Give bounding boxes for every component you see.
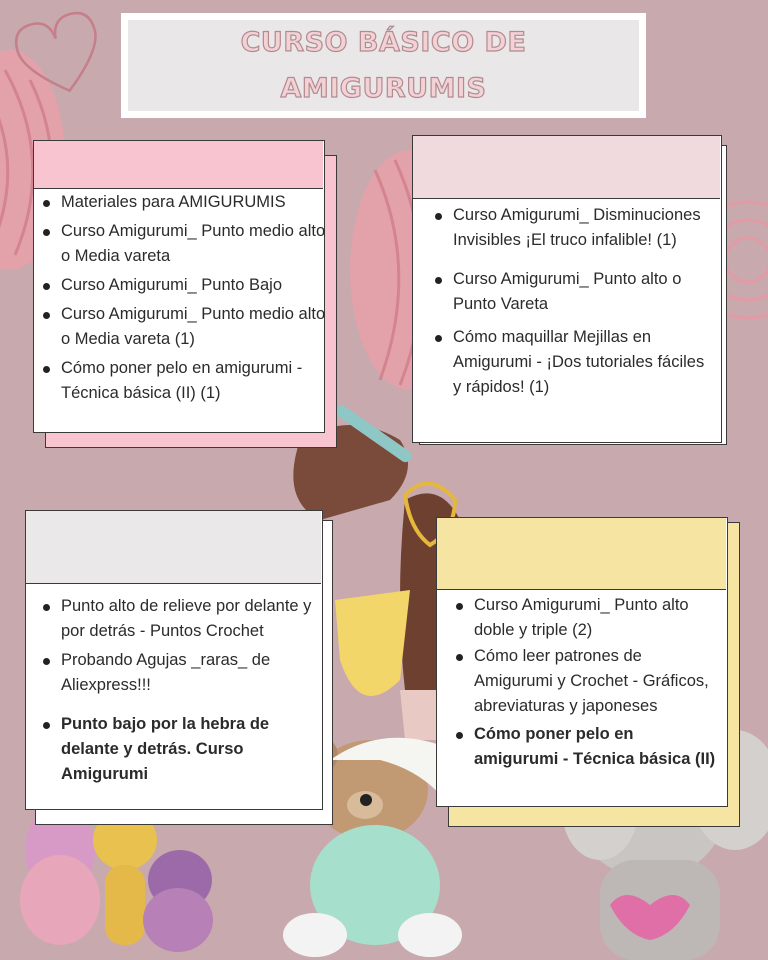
card-header <box>26 511 321 584</box>
list-item[interactable]: Curso Amigurumi_ Punto medio alto o Media vareta (1) <box>39 302 329 352</box>
list-item[interactable]: Curso Amigurumi_ Disminuciones Invisibles ¡El truco infalible! (1) <box>431 203 716 253</box>
list-item[interactable]: Curso Amigurumi_ Punto alto o Punto Vareta <box>431 267 716 317</box>
title-banner <box>121 13 646 118</box>
card-header <box>34 141 323 189</box>
list-item[interactable]: Punto bajo por la hebra de delante y detrás. Curso Amigurumi <box>39 712 324 787</box>
card-bottom-left <box>25 510 335 828</box>
list-item[interactable]: Punto alto de relieve por delante y por detrás - Puntos Crochet <box>39 594 324 644</box>
list-item[interactable]: Curso Amigurumi_ Punto medio alto o Media vareta <box>39 219 329 269</box>
card-header <box>413 136 720 199</box>
card-bottom-right <box>436 517 741 827</box>
list-item[interactable]: Probando Agujas _raras_ de Aliexpress!!! <box>39 648 324 698</box>
page-title-line2: AMIGURUMIS <box>280 72 487 104</box>
card-top-right <box>407 135 729 447</box>
card-header <box>437 518 726 590</box>
page-title-line1: CURSO BÁSICO DE <box>240 26 527 58</box>
list-item[interactable]: Cómo maquillar Mejillas en Amigurumi - ¡Dos tutoriales fáciles y rápidos! (1) <box>431 325 716 400</box>
list-item[interactable]: Cómo poner pelo en amigurumi - Técnica básica (II) <box>452 722 722 772</box>
list-item[interactable]: Curso Amigurumi_ Punto Bajo <box>39 273 329 298</box>
card-top-left <box>33 140 338 450</box>
list-item[interactable]: Curso Amigurumi_ Punto alto doble y triple (2) <box>452 593 722 643</box>
list-item[interactable]: Materiales para AMIGURUMIS <box>39 190 329 215</box>
list-item[interactable]: Cómo leer patrones de Amigurumi y Crochet - Gráficos, abreviaturas y japoneses <box>452 644 722 719</box>
list-item[interactable]: Cómo poner pelo en amigurumi - Técnica básica (II) (1) <box>39 356 329 406</box>
